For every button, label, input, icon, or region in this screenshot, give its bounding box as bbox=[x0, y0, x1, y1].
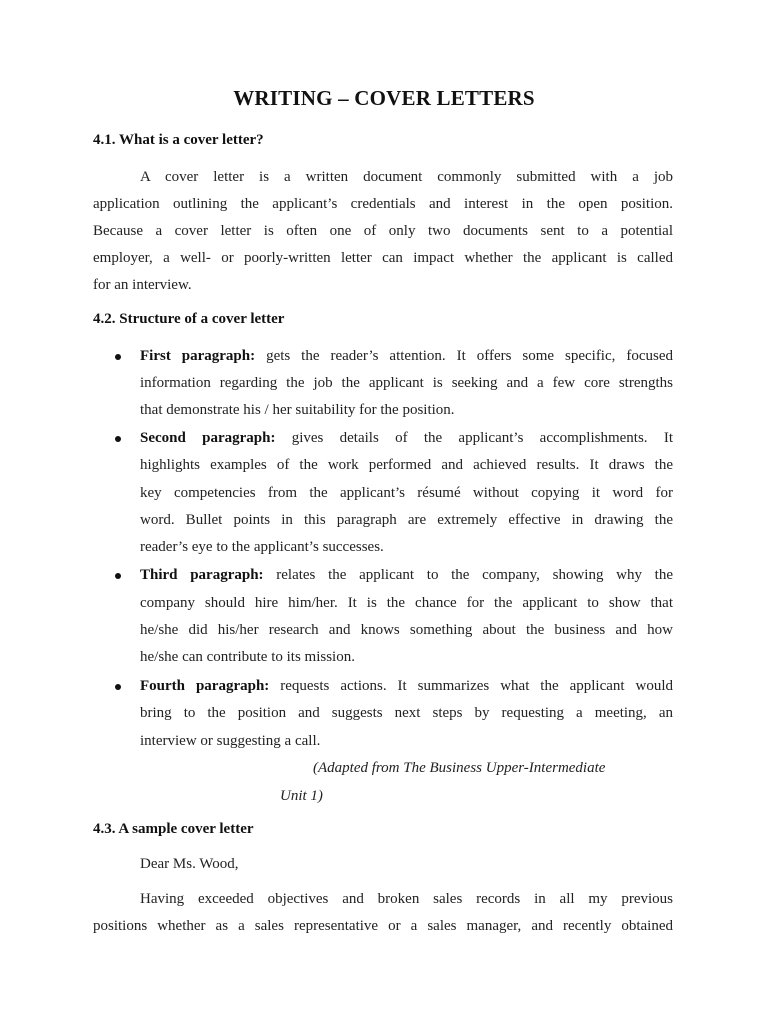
letter-line: positions whether as a sales representative or a sales manager, and recently obtained bbox=[93, 918, 673, 934]
bullet-lead: Third paragraph: bbox=[140, 567, 264, 583]
source-citation: Unit 1) bbox=[280, 788, 323, 804]
bullet-lead: Second paragraph: bbox=[140, 430, 276, 446]
bullet-line bbox=[140, 429, 673, 447]
bullet-line: that demonstrate his / her suitability for the position. bbox=[140, 402, 455, 418]
bullet-line: highlights examples of the work performed and achieved results. It draws the bbox=[140, 457, 673, 473]
bullet-line bbox=[140, 347, 673, 365]
bullet-line: interview or suggesting a call. bbox=[140, 733, 321, 749]
paragraph-line: application outlining the applicant’s credentials and interest in the open position. bbox=[93, 196, 673, 212]
bullet-line: information regarding the job the applicant is seeking and a few core strengths bbox=[140, 375, 673, 391]
bullet-line: bring to the position and suggests next steps by requesting a meeting, an bbox=[140, 705, 673, 721]
paragraph-line: A cover letter is a written document commonly submitted with a job bbox=[140, 169, 673, 185]
bullet-line: reader’s eye to the applicant’s successes. bbox=[140, 539, 384, 555]
section-heading-4-1: 4.1. What is a cover letter? bbox=[93, 132, 264, 148]
paragraph-line: Because a cover letter is often one of only two documents sent to a potential bbox=[93, 223, 673, 239]
bullet-lead: First paragraph: bbox=[140, 348, 256, 364]
bullet-line bbox=[140, 677, 673, 695]
bullet-line: key competencies from the applicant’s résumé without copying it word for bbox=[140, 485, 673, 501]
paragraph-line: employer, a well- or poorly-written letter can impact whether the applicant is called bbox=[93, 250, 673, 266]
bullet-icon bbox=[115, 436, 121, 442]
bullet-line: he/she did his/her research and knows something about the business and how bbox=[140, 622, 673, 638]
section-heading-4-3: 4.3. A sample cover letter bbox=[93, 821, 254, 837]
paragraph-line: for an interview. bbox=[93, 277, 192, 293]
bullet-icon bbox=[115, 684, 121, 690]
bullet-line: he/she can contribute to its mission. bbox=[140, 649, 355, 665]
bullet-icon bbox=[115, 573, 121, 579]
source-citation: (Adapted from The Business Upper-Intermediate bbox=[313, 760, 606, 776]
bullet-line bbox=[140, 566, 673, 584]
bullet-text: gives details of the applicant’s accomplishments. It bbox=[291, 430, 673, 446]
bullet-text: requests actions. It summarizes what the applicant would bbox=[280, 678, 673, 694]
bullet-lead: Fourth paragraph: bbox=[140, 678, 270, 694]
bullet-icon bbox=[115, 354, 121, 360]
bullet-line: word. Bullet points in this paragraph are extremely effective in drawing the bbox=[140, 512, 673, 528]
bullet-text: gets the reader’s attention. It offers some specific, focused bbox=[266, 348, 673, 364]
letter-salutation: Dear Ms. Wood, bbox=[140, 856, 239, 872]
document-title: WRITING – COVER LETTERS bbox=[233, 86, 535, 110]
letter-line: Having exceeded objectives and broken sales records in all my previous bbox=[140, 891, 673, 907]
section-heading-4-2: 4.2. Structure of a cover letter bbox=[93, 311, 285, 327]
bullet-line: company should hire him/her. It is the chance for the applicant to show that bbox=[140, 595, 673, 611]
bullet-text: relates the applicant to the company, showing why the bbox=[276, 567, 673, 583]
